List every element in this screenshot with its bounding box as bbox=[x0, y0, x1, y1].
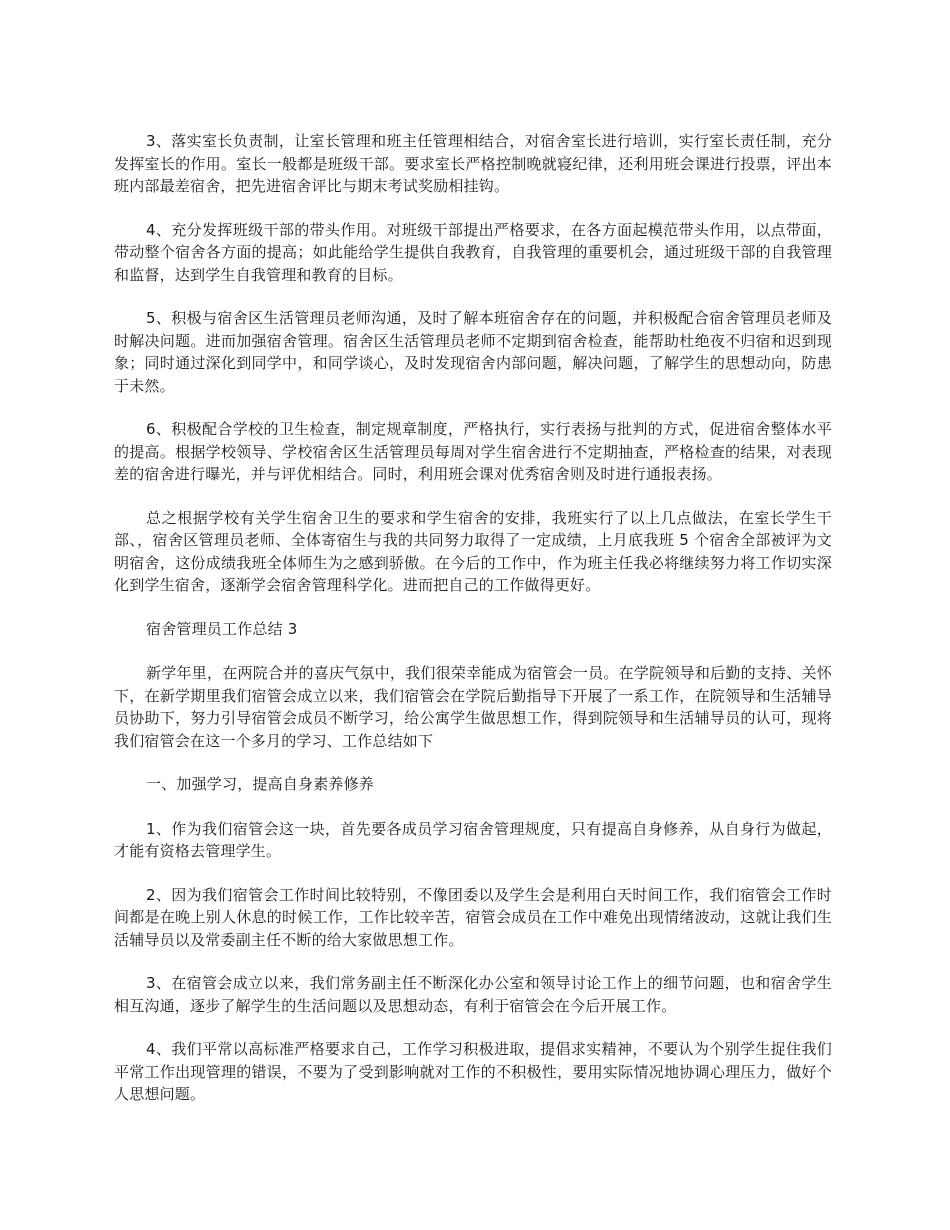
subsection-heading: 一、加强学习，提高自身素养修养 bbox=[146, 775, 375, 793]
paragraph-point-3: 3、在宿管会成立以来，我们常务副主任不断深化办公室和领导讨论工作上的细节问题，也和宿舍学生相互沟通，逐步了解学生的生活问题以及思想动态，有利于宿管会在今后开展工作。 bbox=[114, 974, 832, 1015]
paragraph-intro: 新学年里，在两院合并的喜庆气氛中，我们很荣幸能成为宿管会一员。在学院领导和后勤的支持、关怀下，在新学期里我们宿管会成立以来，我们宿管会在学院后勤指导下开展了一系工作，在院领导和生活辅导员协助下，努力引导宿管会成员不断学习，给公寓学生做思想工作，得到院领导和生活辅导员的认可，现将我们宿管会在这一个多月的学习、工作总结如下 bbox=[114, 664, 832, 750]
section-title: 宿舍管理员工作总结 3 bbox=[146, 619, 298, 638]
paragraph-point-2: 2、因为我们宿管会工作时间比较特别，不像团委以及学生会是利用白天时间工作，我们宿管会工作时间都是在晚上别人休息的时候工作，工作比较辛苦，宿管会成员在工作中难免出现情绪波动，这就让我们生活辅导员以及常委副主任不断的给大家做思想工作。 bbox=[114, 885, 832, 949]
paragraph-item-3: 3、落实室长负责制，让室长管理和班主任管理相结合，对宿舍室长进行培训，实行室长责任制，充分发挥室长的作用。室长一般都是班级干部。要求室长严格控制晚就寝纪律，还利用班会课进行投票，评出本班内部最差宿舍，把先进宿舍评比与期末考试奖励相挂钩。 bbox=[114, 132, 832, 195]
paragraph-item-5: 5、积极与宿舍区生活管理员老师沟通，及时了解本班宿舍存在的问题，并积极配合宿舍管理员老师及时解决问题。进而加强宿舍管理。宿舍区生活管理员老师不定期到宿舍检查，能帮助杜绝夜不归宿和迟到现象；同时通过深化到同学中，和同学谈心，及时发现宿舍内部问题，解决问题，了解学生的思想动向，防患于未然。 bbox=[114, 309, 832, 395]
paragraph-point-4: 4、我们平常以高标准严格要求自己，工作学习积极进取，提倡求实精神，不要认为个别学生捉住我们平常工作出现管理的错误，不要为了受到影响就对工作的不积极性，要用实际情况地协调心理压力，做好个人思想问题。 bbox=[114, 1040, 832, 1103]
paragraph-conclusion: 总之根据学校有关学生宿舍卫生的要求和学生宿舍的安排，我班实行了以上几点做法，在室长学生干部、，宿舍区管理员老师、全体寄宿生与我的共同努力取得了一定成绩，上月底我班 5 个宿舍全部被评为文明宿舍，这份成绩我班全体师生为之感到骄傲。在今后的工作中，作为班主任我必将继续努力将工作切实深化到学生宿舍，逐渐学会宿舍管理科学化。进而把自己的工作做得更好。 bbox=[114, 508, 832, 594]
paragraph-point-1: 1、作为我们宿管会这一块，首先要各成员学习宿舍管理规度，只有提高自身修养，从自身行为做起，才能有资格去管理学生。 bbox=[114, 819, 832, 860]
paragraph-item-4: 4、充分发挥班级干部的带头作用。对班级干部提出严格要求，在各方面起模范带头作用，以点带面，带动整个宿舍各方面的提高；如此能给学生提供自我教育，自我管理的重要机会，通过班级干部的自我管理和监督，达到学生自我管理和教育的目标。 bbox=[114, 220, 832, 284]
paragraph-item-6: 6、积极配合学校的卫生检查，制定规章制度，严格执行，实行表扬与批判的方式，促进宿舍整体水平的提高。根据学校领导、学校宿舍区生活管理员每周对学生宿舍进行不定期抽查，严格检查的结果，对表现差的宿舍进行曝光，并与评优相结合。同时，利用班会课对优秀宿舍则及时进行通报表扬。 bbox=[114, 420, 832, 483]
